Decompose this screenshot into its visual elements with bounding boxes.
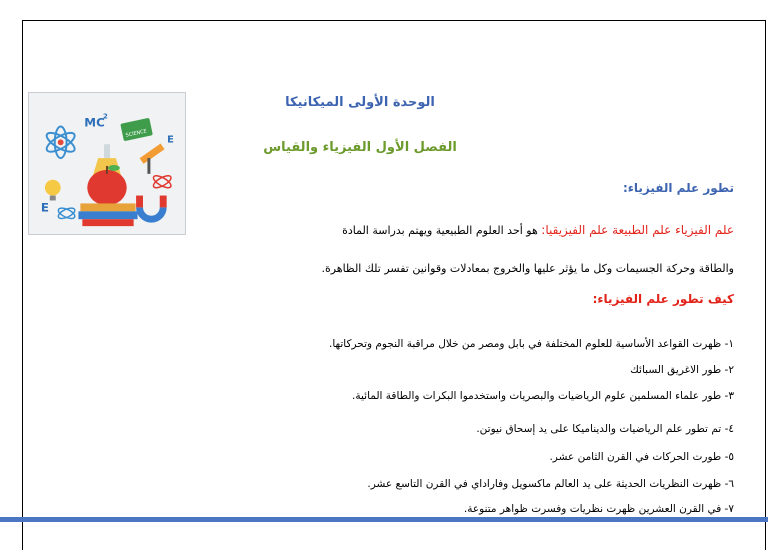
history-item: ٤- تم تطور علم الرياضيات والديناميكا على يد إسحاق نيوتن.: [476, 423, 734, 435]
books-icon: [78, 203, 137, 226]
magnet-icon: [140, 196, 164, 220]
telescope-icon: [140, 144, 165, 174]
history-item: ٥- طورت الحركات في القرن الثامن عشر.: [549, 451, 734, 463]
history-item: ٦- ظهرت النظريات الحديثة على يد العالم ماكسويل وفاراداي في القرن التاسع عشر.: [367, 478, 734, 490]
atom-right-icon: [152, 173, 173, 190]
book-label: SCIENCE: [125, 128, 148, 139]
apple-icon: [87, 165, 126, 205]
formula-label: MC: [84, 115, 105, 130]
history-item: ١- ظهرت القواعد الأساسية للعلوم المختلفة في بابل ومصر من خلال مراقبة النجوم وتحركاتها.: [329, 338, 734, 350]
definition-text: هو أحد العلوم الطبيعية ويهتم بدراسة المادة: [342, 224, 542, 237]
physics-illustration: [28, 92, 186, 235]
chapter-title: الفصل الأول الفيزياء والقياس: [263, 140, 457, 155]
svg-text:E: E: [40, 200, 50, 215]
history-item: ٣- طور علماء المسلمين علوم الرياضيات والبصريات واستخدموا البكرات والطاقة المائية.: [352, 390, 734, 402]
history-item: ٢- طور الاغريق السبائك: [630, 364, 734, 376]
definition-continuation: والطاقة وحركة الجسيمات وكل ما يؤثر عليها والخروج بمعادلات وقوانين تفسر تلك الظاهرة.: [321, 262, 734, 275]
bottom-scroll-bar: [0, 517, 768, 522]
history-subheading: كيف تطور علم الفيزياء:: [592, 292, 734, 306]
chalkboard-icon: [120, 118, 153, 142]
unit-title: الوحدة الأولى الميكانيكا: [285, 95, 435, 110]
lightbulb-icon: [45, 180, 61, 201]
history-item: ٧- في القرن العشرين ظهرت نظريات وفسرت ظواهر متنوعة.: [463, 503, 734, 515]
atom-icon: [44, 127, 77, 159]
svg-text:2: 2: [103, 112, 108, 121]
definition-term: علم الفيزياء علم الطبيعة علم الفيزيقيا:: [541, 223, 734, 237]
section-heading: تطور علم الفيزياء:: [622, 181, 734, 195]
svg-text:E: E: [167, 134, 174, 146]
science-clipart-icon: [29, 93, 185, 234]
physics-definition: [342, 223, 734, 237]
